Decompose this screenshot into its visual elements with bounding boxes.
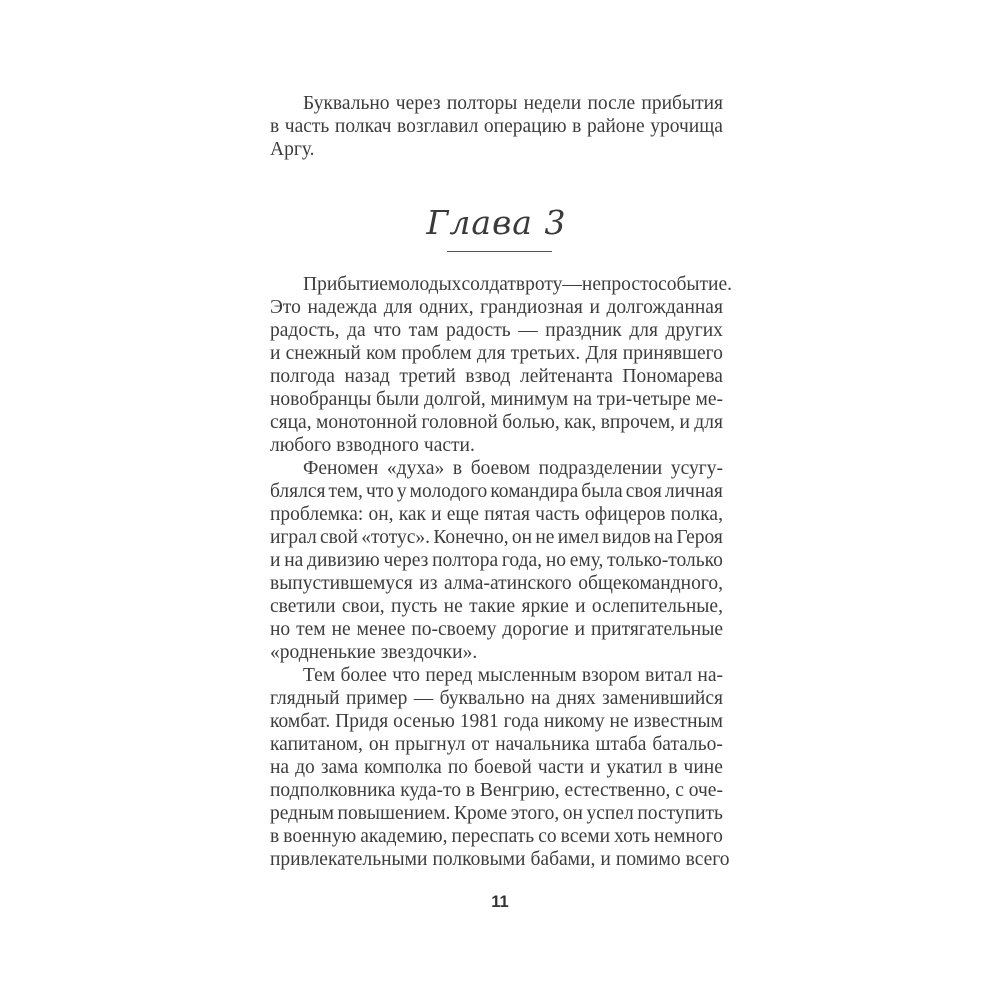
text-line: комбат. Придя осенью 1981 года никому не известным bbox=[270, 711, 723, 732]
paragraph bbox=[270, 273, 733, 457]
text-line: привлекательными полковыми бабами, и помимо всего bbox=[270, 849, 730, 870]
heading-rule-divider bbox=[447, 251, 552, 252]
chapter-heading-block bbox=[270, 203, 723, 242]
paragraph bbox=[270, 664, 730, 871]
body-text bbox=[270, 273, 733, 871]
text-line: и снежный ком проблем для третьих. Для принявшего bbox=[270, 343, 723, 364]
text-line: проблемка: он, как и еще пятая часть офицеров полка, bbox=[270, 504, 723, 525]
text-line: Аргу. bbox=[270, 139, 315, 160]
text-line: Буквально через полторы недели после прибытия bbox=[303, 93, 723, 114]
text-line: сяца, монотонной головной болью, как, впрочем, и для bbox=[270, 412, 723, 433]
text-line: в часть полкач возглавил операцию в районе урочища bbox=[270, 116, 723, 137]
text-line: Феномен «духа» в боевом подразделении усугу- bbox=[303, 458, 723, 479]
text-line: выпустившемуся из алма-атинского общекомандного, bbox=[270, 573, 723, 594]
text-line: глядный пример — буквально на днях заменившийся bbox=[270, 688, 723, 709]
text-line: но тем не менее по-своему дорогие и притягательные bbox=[270, 619, 723, 640]
text-line: новобранцы были долгой, минимум на три-четыре ме- bbox=[270, 389, 723, 410]
text-line: в военную академию, переспать со всеми хоть немного bbox=[270, 826, 723, 847]
text-line: светили свои, пусть не такие яркие и ослепительные, bbox=[270, 596, 723, 617]
intro-paragraph bbox=[270, 92, 723, 161]
text-line: играл свой «тотус». Конечно, он не имел видов на Героя bbox=[270, 527, 723, 548]
text-line: Тем более что перед мысленным взором витал на- bbox=[303, 665, 723, 686]
chapter-heading: Глава 3 bbox=[426, 203, 567, 242]
text-line: подполковника куда-то в Венгрию, естественно, с оче- bbox=[270, 780, 723, 801]
text-line: «родненькие звездочки». bbox=[270, 642, 478, 663]
text-line: полгода назад третий взвод лейтенанта Пономарева bbox=[270, 366, 723, 387]
text-line: Прибытие молодых солдат в роту — не просто событие. bbox=[303, 274, 733, 295]
text-line: капитаном, он прыгнул от начальника штаба батальо- bbox=[270, 734, 723, 755]
text-line: любого взводного части. bbox=[270, 435, 475, 456]
text-line: Это надежда для одних, грандиозная и долгожданная bbox=[270, 297, 723, 318]
paragraph bbox=[270, 457, 723, 664]
text-line: блялся тем, что у молодого командира была своя личная bbox=[270, 481, 723, 502]
text-line: и на дивизию через полтора года, но ему, только-только bbox=[270, 550, 723, 571]
page-number: 11 bbox=[491, 893, 509, 911]
text-line: радость, да что там радость — праздник для других bbox=[270, 320, 723, 341]
text-line: редным повышением. Кроме этого, он успел поступить bbox=[270, 803, 723, 824]
text-line: на до зама комполка по боевой части и укатил в чине bbox=[270, 757, 723, 778]
